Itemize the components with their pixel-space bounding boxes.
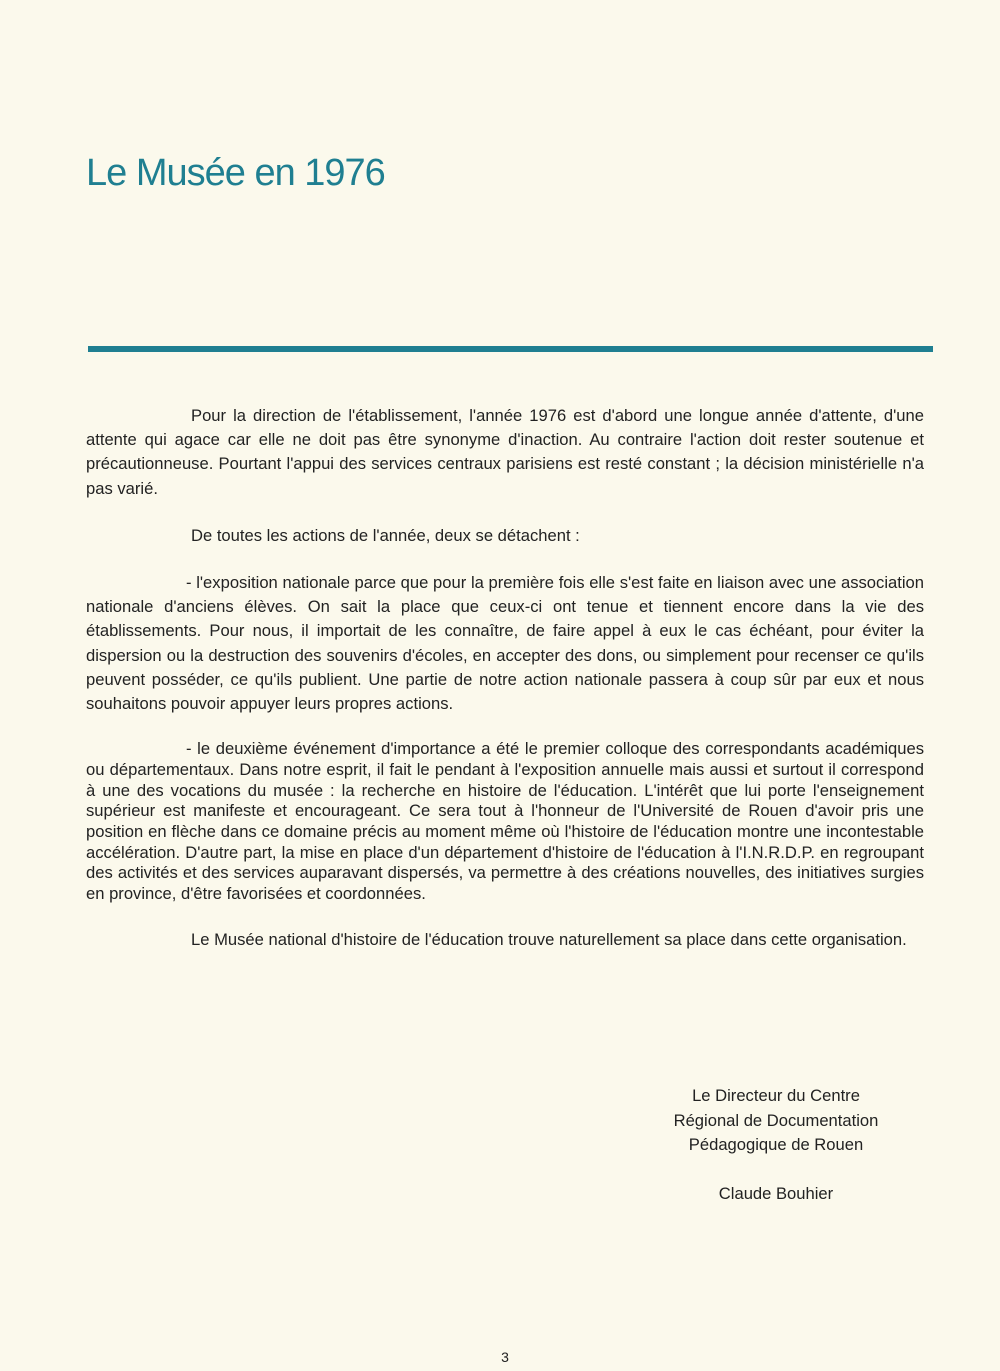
paragraph-actions-lead: De toutes les actions de l'année, deux se détachent : [191, 525, 580, 545]
paragraph-conclusion: Le Musée national d'histoire de l'éducation trouve naturellement sa place dans cette organisation. [191, 929, 907, 949]
signature-line-2: Régional de Documentation [673, 1110, 879, 1130]
signature-line-1: Le Directeur du Centre [692, 1086, 860, 1105]
title-divider [88, 346, 933, 352]
body-text [86, 404, 924, 975]
page-number: 3 [501, 1349, 509, 1365]
signature-block [640, 1084, 912, 1206]
signature-line-3: Pédagogique de Rouen [688, 1135, 864, 1154]
page-title: Le Musée en 1976 [86, 152, 385, 194]
paragraph-colloque: - le deuxième événement d'importance a été le premier colloque des correspondants académiques ou départementaux. Dans notre esprit, il fait le pendant à l'exposition annuelle mais aussi et surtout il correspond à une des vocations du musée : la recherche en histoire de l'éducation. L'intérêt que lui porte l'enseignement supérieur est manifeste et encourageant. Ce sera tout à l'honneur de l'Université de Rouen d'avoir pris une position en flèche dans ce domaine précis au moment même où l'histoire de l'éducation montre une incontestable accélération. D'autre part, la mise en place d'un département d'histoire de l'éducation à l'I.N.R.D.P. en regroupant des activités et des services auparavant dispersés, va permettre à des créations nouvelles, des initiatives surgies en province, d'être favorisées et coordonnées. [86, 739, 924, 904]
signature-name: Claude Bouhier [718, 1183, 834, 1203]
paragraph-exposition: - l'exposition nationale parce que pour la première fois elle s'est faite en liaison avec une association nationale d'anciens élèves. On sait la place que ceux-ci ont tenue et tiennent encore dans la vie des établissements. Pour nous, il importait de les connaître, de faire appel à eux le cas échéant, pour éviter la dispersion ou la destruction des souvenirs d'écoles, en accepter des dons, ou simplement pour recenser ce qu'ils peuvent posséder, ce qu'ils publient. Une partie de notre action nationale passera à coup sûr par eux et nous souhaitons pouvoir appuyer leurs propres actions. [86, 573, 924, 714]
paragraph-intro: Pour la direction de l'établissement, l'année 1976 est d'abord une longue année d'attente, d'une attente qui agace car elle ne doit pas être synonyme d'inaction. Au contraire l'action doit rester soutenue et précautionneuse. Pourtant l'appui des services centraux parisiens est resté constant ; la décision ministérielle n'a pas varié. [86, 406, 924, 498]
